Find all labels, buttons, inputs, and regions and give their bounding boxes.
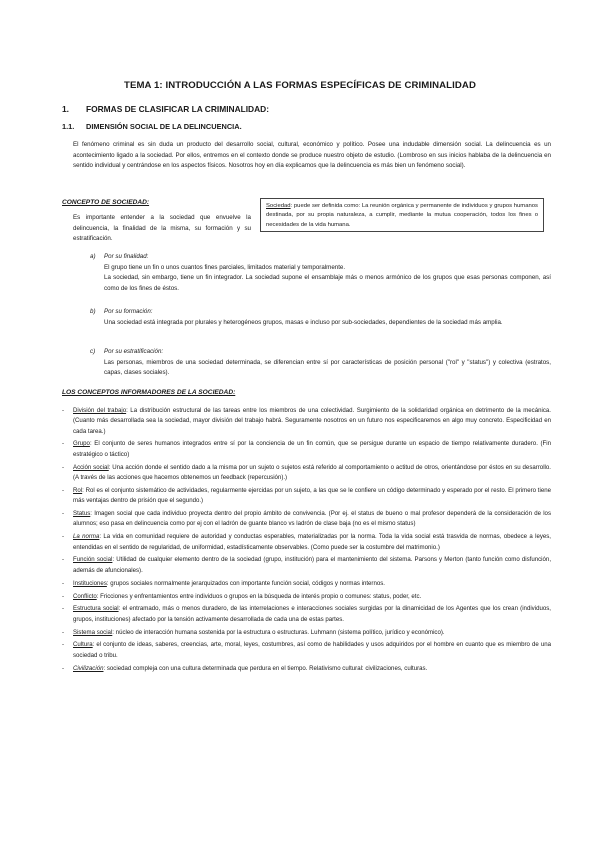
list-label: Por su finalidad: — [104, 253, 149, 260]
list-item: - Status: Imagen social que cada individuo proyecta dentro del propio ámbito de convivencia. (Por ej. el status de bueno o mal profesor dependerá de la consideración de los alumnos; eso pasa en delincuencia como por ej con el ladrón de guante blanco vs ladrón de clase baja (no es el mismo status) — [62, 510, 551, 528]
concepts-list — [62, 406, 551, 677]
list-text: La sociedad, sin embargo, tiene un fin integrador. La sociedad supone el ensamblaje más o menos armónico de los grupos que esas personas componen, así como de los fines de éstos. — [104, 274, 551, 292]
list-label: Por su formación: — [104, 308, 153, 315]
concept-text: : Rol es el conjunto sistemático de actividades, regularmente ejercidas por un sujeto, a las que se le confiere un código determinado y esperado por el resto. El primero tiene más ventajas dentro de prisión que el segundo.) — [73, 486, 551, 505]
concept-text: : el entramado, más o menos duradero, de las interrelaciones e interacciones sociales surgidas por la dinamicidad de los Agentes que los crean (individuos, grupos, instituciones) afectado por la tensión activamente desarrollada de cada una de estas partes. — [73, 605, 551, 623]
concept-term: Status — [73, 510, 91, 518]
list-item — [90, 252, 551, 294]
list-item: - Conflicto: Fricciones y enfrentamientos entre individuos o grupos en la búsqueda de interés propio o comunes: status, poder, etc. — [62, 592, 422, 600]
subsection-number: 1.1. — [62, 122, 75, 131]
list-item: - La norma: La vida en comunidad requiere de autoridad y conductas esperables, materializadas por la norma. Toda la vida social está trasvida de normas, obedece a leyes, entendidas en el sentido de regularidad, de uniformidad, estadísticamente observables. (Como puede ser la costumbre del matrimonio.) — [62, 533, 552, 551]
list-item: - Acción social: Una acción donde el sentido dado a la misma por un sujeto o sujetos está referido al comportamiento o actitud de otros, orientándose por éstos en su desarrollo. (A través de las acciones que hacemos obtenemos un feedback (repercusión).) — [62, 463, 551, 481]
list-item: - Civilización: sociedad compleja con una cultura determinada que perdura en el tiempo. Relativismo cultural: civilizaciones, culturas. — [62, 664, 428, 672]
list-item — [90, 307, 551, 328]
definition-term: Sociedad — [266, 203, 291, 209]
subsection-label: DIMENSIÓN SOCIAL DE LA DELINCUENCIA. — [86, 122, 242, 131]
concept-text: : núcleo de interacción humana sostenida por la estructura o estructuras. Luhmann (sistema político, jurídico y económico). — [112, 628, 445, 636]
concept-text: : La distribución estructural de las tareas entre los miembros de una colectividad. Surgimiento de la solidaridad orgánica en detrimento de la mecánica. (Cuanto más desarrollada sea la sociedad, mayor división del trabajo habrá. Seguramente nosotros en un futuro nos especificaremos en algo muy concreto. Especificidad en cada tarea.) — [73, 407, 551, 435]
concept-text: : sociedad compleja con una cultura determinada que perdura en el tiempo. Relativismo cultural: civilizaciones, culturas. — [103, 664, 428, 672]
concept-term: Grupo — [73, 440, 90, 448]
section-heading-1-1 — [62, 122, 242, 131]
concept-term: La norma — [73, 533, 100, 541]
definition-box — [260, 198, 544, 232]
concept-term: Rol — [73, 486, 83, 494]
list-item: - Estructura social: el entramado, más o menos duradero, de las interrelaciones e interacciones sociales surgidas por la dinamicidad de los Agentes que los crean (individuos, grupos, instituciones) afectado por la tensión activamente desarrollada de cada una de estas partes. — [62, 605, 551, 623]
concept-text: : Una acción donde el sentido dado a la misma por un sujeto o sujetos está referido al comportamiento o actitud de otros, orientándose por éstos en su desarrollo. (A través de las acciones que hacemos obtenemos un feedback (repercusión).) — [73, 463, 551, 481]
concepto-heading: CONCEPTO DE SOCIEDAD: — [62, 199, 150, 206]
list-item: - División del trabajo: La distribución estructural de las tareas entre los miembros de una colectividad. Surgimiento de la solidaridad orgánica en detrimento de la mecánica. (Cuanto más desarrollada sea la sociedad, mayor división del trabajo habrá. Seguramente nosotros en un futuro nos especificaremos en algo muy concreto. Especificidad en cada tarea.) — [62, 407, 551, 435]
list-item: - Cultura: el conjunto de ideas, saberes, creencias, arte, moral, leyes, costumbres, así como de habilidades y usos adquiridos por el hombre en cuanto que es miembro de una sociedad o tribu. — [62, 641, 551, 659]
concept-term: Cultura — [73, 641, 93, 649]
list-label: Por su estratificación: — [104, 348, 164, 355]
list-item: - Rol: Rol es el conjunto sistemático de actividades, regularmente ejercidas por un sujeto, a las que se le confiere un código determinado y esperado por el resto. El primero tiene más ventajas dentro de prisión que el segundo.) — [62, 486, 551, 505]
concept-term: Civilización — [73, 664, 104, 672]
list-letter: c) — [90, 348, 96, 355]
concept-term: Acción social — [73, 463, 109, 471]
intro-paragraph: El fenómeno criminal es sin duda un producto del desarrollo social, cultural, económico y político. Posee una indudable dimensión social. La delincuencia es un acontecimiento ligado a la sociedad. Por ellos, entremos en el contexto donde se produce nuestro objeto de estudio. (Lombroso en sus inicios hablaba de la delincuencia en sentido individual y centrándose en los aspectos físicos. Nosotros hoy en día explicamos que la delincuencia es más bien un fenómeno social). — [73, 141, 551, 170]
list-item: - Función social: Utilidad de cualquier elemento dentro de la sociedad (grupo, institución) para el mantenimiento del sistema. Parsons y Merton (tanto función como disfunción, además de afuncionales). — [62, 556, 552, 574]
list-item — [90, 347, 551, 379]
concept-text: : el conjunto de ideas, saberes, creencias, arte, moral, leyes, costumbres, así como de habilidades y usos adquiridos por el hombre en cuanto que es miembro de una sociedad o tribu. — [73, 641, 551, 659]
list-text: Las personas, miembros de una sociedad determinada, se diferencian entre sí por características de posición personal ("rol" y "status") y colectiva (estratos, capas, clases sociales). — [104, 358, 551, 377]
section-label: FORMAS DE CLASIFICAR LA CRIMINALIDAD: — [86, 104, 269, 114]
concepto-paragraph: Es importante entender a la sociedad que envuelve la delincuencia, la finalidad de la misma, su formación y su estratificación. — [73, 214, 251, 243]
concept-term: Estructura social — [73, 605, 119, 613]
list-item: - Instituciones: grupos sociales normalmente jerarquizados con importante función social, códigos y normas internos. — [62, 579, 385, 587]
concept-term: Instituciones — [73, 579, 107, 587]
section-heading-1 — [62, 104, 269, 114]
page-title: TEMA 1: INTRODUCCIÓN A LAS FORMAS ESPECÍFICAS DE CRIMINALIDAD — [123, 80, 476, 91]
informadores-heading: LOS CONCEPTOS INFORMADORES DE LA SOCIEDAD: — [62, 389, 236, 396]
list-letter: a) — [90, 253, 96, 260]
concept-text: : Fricciones y enfrentamientos entre individuos o grupos en la búsqueda de interés propio o comunes: status, poder, etc. — [96, 592, 422, 600]
concept-term: Sistema social — [73, 628, 113, 636]
list-letter: b) — [90, 308, 96, 315]
list-item: - Sistema social: núcleo de interacción humana sostenida por la estructura o estructuras. Luhmann (sistema político, jurídico y económico). — [62, 628, 445, 636]
concept-text: : El conjunto de seres humanos integrados entre sí por la conciencia de un fin común, que se persigue durante un espacio de tiempo relativamente duradero. (Fin estratégico o táctico) — [73, 440, 551, 458]
list-text: El grupo tiene un fin o unos cuantos fines parciales, limitados material y temporalmente. — [104, 263, 346, 271]
concept-text: : La vida en comunidad requiere de autoridad y conductas esperables, materializadas por la norma. Toda la vida social está trasvida de normas, obedece a leyes, entendidas en el sentido de regularidad, de uniformidad, estadísticamente observables. (Como puede ser la costumbre del matrimonio.) — [73, 533, 552, 551]
section-number: 1. — [62, 104, 69, 114]
list-item: - Grupo: El conjunto de seres humanos integrados entre sí por la conciencia de un fin común, que se persigue durante un espacio de tiempo relativamente duradero. (Fin estratégico o táctico) — [62, 440, 551, 458]
concept-term: División del trabajo — [73, 407, 127, 414]
concept-term: Conflicto — [73, 592, 97, 600]
definition-text: : puede ser definida como: La reunión orgánica y permanente de individuos y grupos humanos destinada, por su propia naturaleza, a cumplir, mediante la mutua cooperación, todos los fines o necesidades de la vida humana. — [266, 203, 538, 228]
concept-term: Función social — [73, 556, 113, 564]
concept-text: : Imagen social que cada individuo proyecta dentro del propio ámbito de convivencia. (Por ej. el status de bueno o mal profesor dependerá de la consideración de los alumnos; eso pasa en delincuencia como por ej con el ladrón de guante blanco vs ladrón de clase baja (no es el mismo status) — [73, 510, 551, 528]
concept-text: : grupos sociales normalmente jerarquizados con importante función social, códigos y normas internos. — [106, 579, 385, 587]
list-text: Una sociedad está integrada por plurales y heterogéneos grupos, masas e incluso por sub-sociedades, dependientes de la sociedad más amplia. — [104, 318, 503, 326]
concept-text: : Utilidad de cualquier elemento dentro de la sociedad (grupo, institución) para el mantenimiento del sistema. Parsons y Merton (tanto función como disfunción, además de afuncionales). — [73, 556, 552, 574]
